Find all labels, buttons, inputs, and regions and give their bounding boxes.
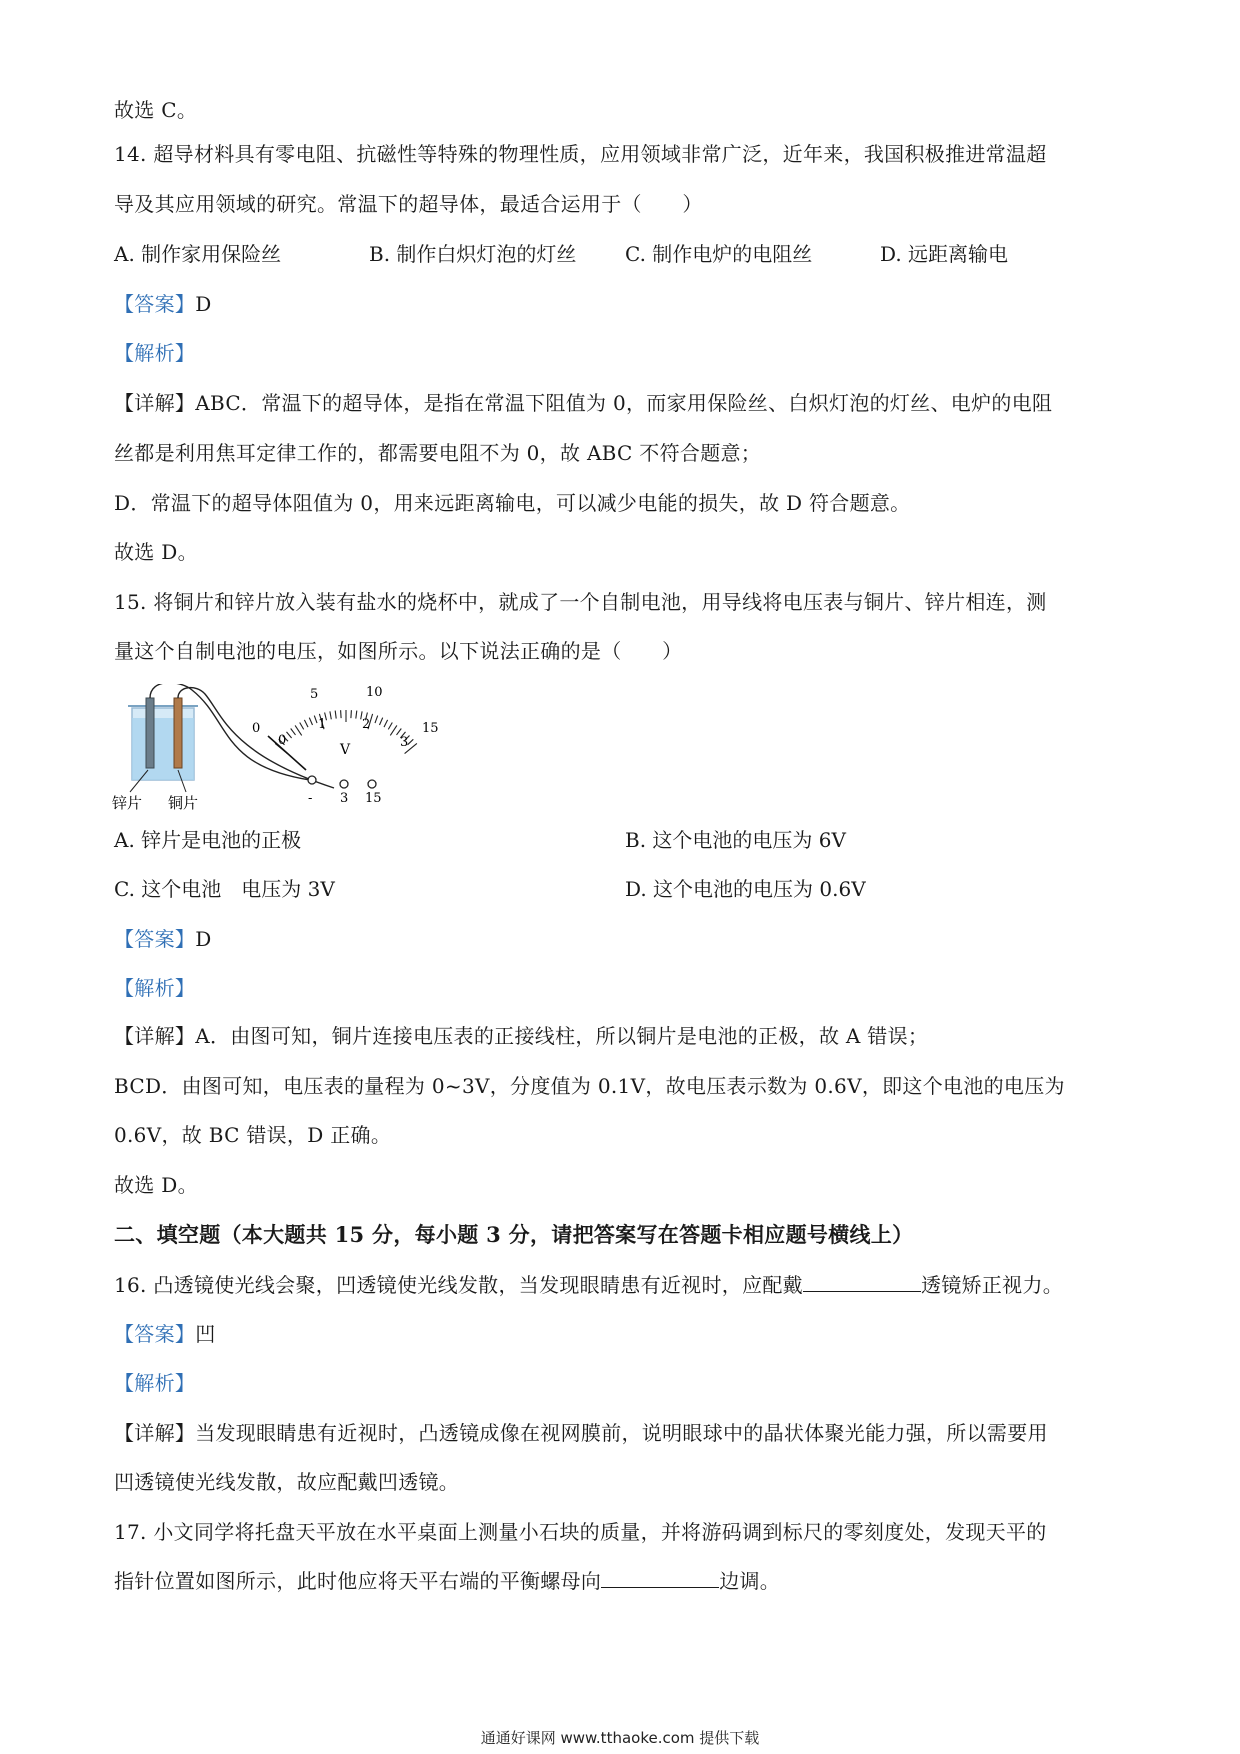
q17-answer-blank (601, 1567, 719, 1588)
scale-tick (375, 716, 378, 724)
scale-top-15: 15 (422, 721, 439, 736)
q15-option-b: B. 这个电池的电压为 6V (625, 828, 846, 852)
scale-tick (295, 725, 302, 735)
q14-detail-line-2: 丝都是利用焦耳定律工作的，都需要电阻不为 0，故 ABC 不符合题意； (114, 441, 762, 465)
answer-value: D (195, 292, 212, 316)
q14-detail-line-1: 【详解】ABC．常温下的超导体，是指在常温下阻值为 0，而家用保险丝、白炽灯泡的灯丝、电炉的电阻 (114, 391, 1053, 415)
scale-tick (335, 711, 336, 719)
q16-answer: 【答案】凹 (114, 1322, 216, 1346)
scale-tick (388, 723, 392, 730)
terminal-15 (368, 780, 376, 788)
scale-tick (291, 729, 296, 735)
q15-detail-line-2: BCD．由图可知，电压表的量程为 0~3V，分度值为 0.1V，故电压表示数为 0.6V，即这个电池的电压为 (114, 1074, 1065, 1098)
question-15-line-1: 15. 将铜片和锌片放入装有盐水的烧杯中，就成了一个自制电池，用导线将电压表与铜片、锌片相连，测 (114, 590, 1047, 614)
question-17-line-2: 指针位置如图所示，此时他应将天平右端的平衡螺母向 边调。 (114, 1569, 781, 1593)
question-15-line-2: 量这个自制电池的电压，如图所示。以下说法正确的是（ ） (114, 639, 683, 663)
q16-answer-blank (803, 1271, 921, 1292)
scale-tick (397, 729, 402, 735)
q14-option-c: C. 制作电炉的电阻丝 (625, 242, 813, 266)
question-17-line-1: 17. 小文同学将托盘天平放在水平桌面上测量小石块的质量，并将游码调到标尺的零刻度处，发现天平的 (114, 1520, 1047, 1544)
q14-option-a: A. 制作家用保险丝 (114, 242, 282, 266)
q15-option-c: C. 这个电池 电压为 3V (114, 877, 335, 901)
scale-tick (380, 718, 383, 725)
salt-water (132, 718, 194, 780)
voltmeter-pointer (268, 736, 306, 770)
scale-tick (390, 725, 397, 735)
scale-bottom-2: 2 (362, 717, 371, 732)
page-footer: 通通好课网 www.tthaoke.com 提供下载 (480, 1729, 760, 1747)
terminal-label-3: 3 (340, 791, 349, 806)
terminal-label-negative: - (308, 791, 313, 806)
scale-tick (384, 720, 388, 727)
q15-option-d: D. 这个电池的电压为 0.6V (625, 877, 866, 901)
prev-answer-conclusion: 故选 C。 (114, 98, 198, 122)
q14-conclusion: 故选 D。 (114, 540, 198, 564)
q15-answer: 【答案】D (114, 927, 212, 951)
scale-bottom-1: 1 (318, 717, 327, 732)
q14-analysis-tag: 【解析】 (114, 341, 196, 365)
scale-tick (309, 718, 312, 725)
scale-bottom-0: 0 (278, 733, 287, 748)
scale-tick (408, 739, 414, 745)
copper-plate (174, 698, 182, 768)
terminal-3 (340, 780, 348, 788)
q15-detail-line-3: 0.6V，故 BC 错误，D 正确。 (114, 1123, 392, 1147)
zinc-label: 锌片 (112, 794, 143, 812)
section-2-heading: 二、填空题（本大题共 15 分，每小题 3 分，请把答案写在答题卡相应题号横线上） (114, 1222, 914, 1247)
q14-option-d: D. 远距离输电 (880, 242, 1009, 266)
q14-answer (114, 290, 212, 318)
scale-tick (330, 711, 331, 719)
wire-copper (178, 688, 334, 788)
zinc-plate (146, 698, 154, 768)
scale-top-5: 5 (310, 687, 319, 702)
scale-top-0: 0 (252, 721, 261, 736)
scale-tick (300, 723, 304, 730)
scale-top-10: 10 (366, 685, 383, 700)
q16-detail-line-2: 凹透镜使光线发散，故应配戴凹透镜。 (114, 1470, 460, 1494)
q16-analysis-tag: 【解析】 (114, 1371, 196, 1395)
q16-detail-line-1: 【详解】当发现眼睛患有近视时，凸透镜成像在视网膜前，说明眼球中的晶状体聚光能力强，所以需要用 (114, 1421, 1048, 1445)
terminal-negative (308, 776, 316, 784)
scale-tick (314, 716, 317, 724)
unit-label: V (340, 742, 351, 758)
q15-option-a: A. 锌片是电池的正极 (114, 828, 302, 852)
detail-tag: 【详解】 (114, 391, 196, 415)
question-14-line-2: 导及其应用领域的研究。常温下的超导体，最适合运用于（ ） (114, 192, 703, 216)
q15-detail-line-1: 【详解】A．由图可知，铜片连接电压表的正接线柱，所以铜片是电池的正极，故 A 错误； (114, 1024, 929, 1048)
q14-detail-line-3: D．常温下的超导体阻值为 0，用来远距离输电，可以减少电能的损失，故 D 符合题意。 (114, 491, 911, 515)
q14-option-b: B. 制作白炽灯泡的灯丝 (369, 242, 577, 266)
scale-tick (341, 710, 342, 718)
terminal-label-15: 15 (365, 791, 382, 806)
scale-bottom-3: 3 (400, 735, 409, 750)
scale-tick (287, 732, 292, 738)
scale-tick (304, 720, 308, 727)
q15-analysis-tag: 【解析】 (114, 976, 196, 1000)
q15-conclusion: 故选 D。 (114, 1173, 198, 1197)
scale-tick (356, 711, 357, 719)
voltmeter-circuit-figure (110, 684, 460, 812)
answer-tag: 【答案】 (114, 292, 196, 316)
question-14-line-1: 14. 超导材料具有零电阻、抗磁性等特殊的物理性质，应用领域非常广泛，近年来，我国积极推进常温超 (114, 142, 1047, 166)
scale-tick (351, 710, 352, 718)
question-16: 16. 凸透镜使光线会聚，凹透镜使光线发散，当发现眼睛患有近视时，应配戴 透镜矫正视力。 (114, 1273, 1064, 1297)
copper-label: 铜片 (168, 794, 199, 812)
